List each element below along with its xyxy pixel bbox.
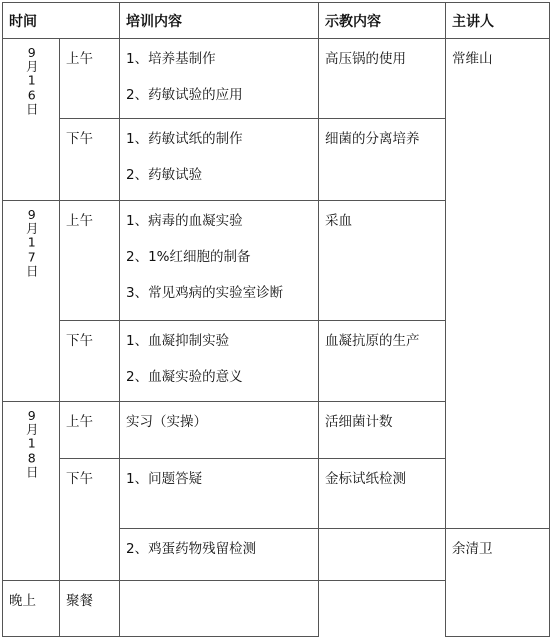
training-cell <box>120 529 319 581</box>
demo-item: 活细菌计数 <box>325 414 393 430</box>
training-cell <box>120 402 319 459</box>
training-item: 1、病毒的血凝实验 <box>126 213 243 229</box>
header-speaker: 主讲人 <box>446 3 550 39</box>
period-label: 晚上 <box>9 593 36 609</box>
header-training-content: 培训内容 <box>120 3 319 39</box>
speaker-cell <box>446 529 550 637</box>
demo-item: 细菌的分离培养 <box>325 131 420 147</box>
header-time: 时间 <box>3 3 120 39</box>
training-item: 2、1%红细胞的制备 <box>126 249 251 265</box>
date-cell <box>3 201 60 402</box>
period-label: 上午 <box>66 213 93 229</box>
header-demo-content: 示教内容 <box>319 3 446 39</box>
training-item: 1、培养基制作 <box>126 51 216 67</box>
demo-cell <box>319 459 446 529</box>
training-schedule-table <box>2 2 550 637</box>
demo-cell <box>319 119 446 201</box>
period-cell <box>60 201 120 321</box>
training-item: 2、鸡蛋药物残留检测 <box>126 541 257 557</box>
period-cell <box>60 119 120 201</box>
training-cell <box>120 321 319 402</box>
training-cell <box>120 119 319 201</box>
training-cell <box>120 39 319 119</box>
demo-item: 高压锅的使用 <box>325 51 406 67</box>
training-item: 2、药敏试验的应用 <box>126 87 243 103</box>
training-cell <box>60 581 120 637</box>
period-label: 上午 <box>66 414 93 430</box>
training-item: 2、血凝实验的意义 <box>126 369 243 385</box>
period-cell <box>60 39 120 119</box>
period-cell <box>3 581 60 637</box>
period-cell <box>60 459 120 581</box>
period-label: 下午 <box>66 131 93 147</box>
training-item: 实习（实操） <box>126 414 207 430</box>
speaker-name: 常维山 <box>452 51 493 67</box>
period-cell <box>60 321 120 402</box>
header-row <box>3 3 550 39</box>
demo-item: 金标试纸检测 <box>325 471 406 487</box>
training-item: 2、药敏试验 <box>126 167 203 183</box>
period-label: 上午 <box>66 51 93 67</box>
demo-cell <box>319 201 446 321</box>
training-cell <box>120 201 319 321</box>
date-label: 9月18日 <box>24 408 40 478</box>
training-item: 1、血凝抑制实验 <box>126 333 230 349</box>
date-cell <box>3 39 60 201</box>
demo-cell <box>319 529 446 581</box>
date-cell <box>3 402 60 581</box>
date-label: 9月17日 <box>24 207 40 277</box>
training-item: 3、常见鸡病的实验室诊断 <box>126 285 284 301</box>
period-cell <box>60 402 120 459</box>
demo-item <box>126 581 312 593</box>
training-cell <box>120 459 319 529</box>
demo-item: 采血 <box>325 213 352 229</box>
date-label: 9月16日 <box>24 45 40 115</box>
period-label: 下午 <box>66 333 93 349</box>
demo-cell <box>319 39 446 119</box>
demo-item: 血凝抗原的生产 <box>325 333 420 349</box>
demo-cell <box>319 402 446 459</box>
training-item: 1、药敏试纸的制作 <box>126 131 243 147</box>
training-item: 1、问题答疑 <box>126 471 203 487</box>
training-item: 聚餐 <box>66 593 93 609</box>
demo-cell <box>120 581 319 637</box>
speaker-cell <box>446 39 550 529</box>
speaker-name: 余清卫 <box>452 541 493 557</box>
table-row <box>3 39 550 119</box>
period-label: 下午 <box>66 471 93 487</box>
demo-cell <box>319 321 446 402</box>
